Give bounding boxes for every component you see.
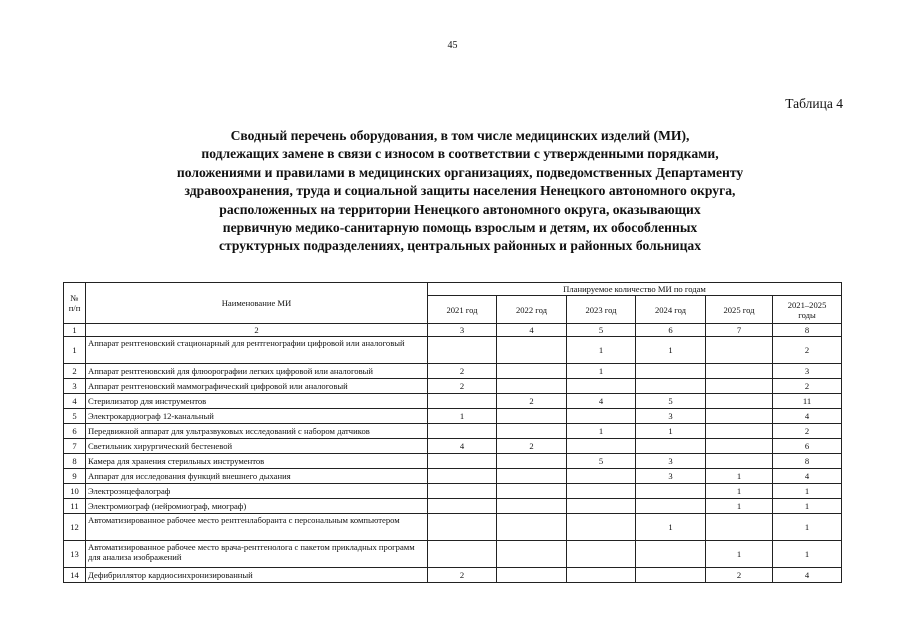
title-line: первичную медико-санитарную помощь взрослым и детям, их обособленных <box>222 220 698 236</box>
equipment-name: Стерилизатор для инструментов <box>86 394 428 409</box>
equipment-name: Аппарат рентгеновский маммографический цифровой или аналоговый <box>86 379 428 394</box>
quantity-2025: 2 <box>706 568 773 583</box>
quantity-2025 <box>706 409 773 424</box>
quantity-2024: 1 <box>636 424 706 439</box>
quantity-2024 <box>636 499 706 514</box>
total-quantity: 11 <box>773 394 842 409</box>
quantity-2023 <box>567 499 636 514</box>
equipment-name: Светильник хирургический бестеневой <box>86 439 428 454</box>
quantity-2025 <box>706 454 773 469</box>
quantity-2023 <box>567 379 636 394</box>
title-line: Сводный перечень оборудования, в том числе медицинских изделий (МИ), <box>230 128 690 143</box>
quantity-2024: 3 <box>636 409 706 424</box>
quantity-2023 <box>567 409 636 424</box>
equipment-name: Электроэнцефалограф <box>86 484 428 499</box>
quantity-2024: 1 <box>636 514 706 541</box>
col-number: 8 <box>773 324 842 337</box>
table-row <box>64 394 842 409</box>
quantity-2024 <box>636 484 706 499</box>
title-line: положениями и правилами в медицинских организациях, подведомственных Департаменту <box>176 164 744 180</box>
table-row <box>64 484 842 499</box>
quantity-2021: 4 <box>428 439 497 454</box>
equipment-name: Передвижной аппарат для ультразвуковых исследований с набором датчиков <box>86 424 428 439</box>
total-quantity: 4 <box>773 568 842 583</box>
quantity-2025 <box>706 424 773 439</box>
quantity-2022 <box>497 364 567 379</box>
quantity-2022 <box>497 541 567 568</box>
title-line: здравоохранения, труда и социальной защиты населения Ненецкого автономного округа, <box>184 183 736 199</box>
row-number: 12 <box>64 514 86 541</box>
row-number: 6 <box>64 424 86 439</box>
quantity-2025 <box>706 379 773 394</box>
quantity-2023 <box>567 484 636 499</box>
quantity-2022 <box>497 454 567 469</box>
total-quantity: 4 <box>773 469 842 484</box>
table-row <box>64 454 842 469</box>
header-number: № п/п <box>64 283 86 324</box>
quantity-2024 <box>636 379 706 394</box>
row-number: 2 <box>64 364 86 379</box>
title-line: расположенных на территории Ненецкого автономного округа, оказывающих <box>219 201 701 217</box>
table-row <box>64 409 842 424</box>
quantity-2022: 2 <box>497 439 567 454</box>
quantity-2025 <box>706 337 773 364</box>
quantity-2021 <box>428 394 497 409</box>
table-row <box>64 541 842 568</box>
header-year-2021: 2021 год <box>428 296 497 324</box>
header-year-2024: 2024 год <box>636 296 706 324</box>
header-year-2025: 2025 год <box>706 296 773 324</box>
col-number: 4 <box>497 324 567 337</box>
header-planned: Планируемое количество МИ по годам <box>428 283 842 296</box>
total-quantity: 4 <box>773 409 842 424</box>
document-title <box>130 127 790 256</box>
col-number: 6 <box>636 324 706 337</box>
quantity-2022 <box>497 469 567 484</box>
quantity-2023 <box>567 568 636 583</box>
quantity-2021 <box>428 514 497 541</box>
equipment-name: Электрокардиограф 12-канальный <box>86 409 428 424</box>
quantity-2021: 2 <box>428 379 497 394</box>
row-number: 13 <box>64 541 86 568</box>
total-quantity: 8 <box>773 454 842 469</box>
quantity-2021 <box>428 541 497 568</box>
header-name: Наименование МИ <box>86 283 428 324</box>
col-number: 3 <box>428 324 497 337</box>
quantity-2021 <box>428 454 497 469</box>
equipment-name: Автоматизированное рабочее место рентгенлаборанта с персональным компьютером <box>86 514 428 541</box>
row-number: 9 <box>64 469 86 484</box>
col-number: 5 <box>567 324 636 337</box>
quantity-2023: 4 <box>567 394 636 409</box>
total-quantity: 1 <box>773 541 842 568</box>
quantity-2023: 1 <box>567 424 636 439</box>
quantity-2021 <box>428 484 497 499</box>
quantity-2023: 5 <box>567 454 636 469</box>
header-year-2022: 2022 год <box>497 296 567 324</box>
quantity-2021: 1 <box>428 409 497 424</box>
table-row <box>64 424 842 439</box>
table-row <box>64 499 842 514</box>
row-number: 7 <box>64 439 86 454</box>
equipment-name: Электромиограф (нейромиограф, миограф) <box>86 499 428 514</box>
equipment-name: Автоматизированное рабочее место врача-рентгенолога с пакетом прикладных программ для анализа изображений <box>86 541 428 568</box>
total-quantity: 2 <box>773 337 842 364</box>
col-number: 2 <box>86 324 428 337</box>
quantity-2025: 1 <box>706 499 773 514</box>
quantity-2022 <box>497 484 567 499</box>
col-number: 1 <box>64 324 86 337</box>
row-number: 10 <box>64 484 86 499</box>
table-row <box>64 337 842 364</box>
quantity-2024: 5 <box>636 394 706 409</box>
total-quantity: 2 <box>773 424 842 439</box>
table-row <box>64 379 842 394</box>
quantity-2023 <box>567 439 636 454</box>
quantity-2024 <box>636 364 706 379</box>
row-number: 4 <box>64 394 86 409</box>
row-number: 3 <box>64 379 86 394</box>
table-row <box>64 439 842 454</box>
quantity-2022 <box>497 337 567 364</box>
row-number: 11 <box>64 499 86 514</box>
table-label: Таблица 4 <box>785 96 843 111</box>
quantity-2024: 3 <box>636 469 706 484</box>
quantity-2025 <box>706 364 773 379</box>
quantity-2022: 2 <box>497 394 567 409</box>
quantity-2024 <box>636 568 706 583</box>
total-quantity: 1 <box>773 514 842 541</box>
quantity-2025: 1 <box>706 541 773 568</box>
equipment-name: Дефибриллятор кардиосинхронизированный <box>86 568 428 583</box>
row-number: 14 <box>64 568 86 583</box>
quantity-2025 <box>706 394 773 409</box>
total-quantity: 2 <box>773 379 842 394</box>
total-quantity: 1 <box>773 499 842 514</box>
quantity-2022 <box>497 499 567 514</box>
quantity-2021: 2 <box>428 568 497 583</box>
quantity-2021 <box>428 337 497 364</box>
quantity-2023 <box>567 514 636 541</box>
title-line: подлежащих замене в связи с износом в соответствии с утвержденными порядками, <box>201 146 719 162</box>
quantity-2023: 1 <box>567 364 636 379</box>
header-year-2023: 2023 год <box>567 296 636 324</box>
total-quantity: 3 <box>773 364 842 379</box>
page-number: 45 <box>447 40 458 51</box>
quantity-2025: 1 <box>706 469 773 484</box>
equipment-name: Аппарат рентгеновский стационарный для рентгенографии цифровой или аналоговый <box>86 337 428 364</box>
row-number: 5 <box>64 409 86 424</box>
quantity-2021: 2 <box>428 364 497 379</box>
quantity-2024: 3 <box>636 454 706 469</box>
title-line: структурных подразделениях, центральных районных и районных больницах <box>218 238 702 254</box>
quantity-2023: 1 <box>567 337 636 364</box>
quantity-2025 <box>706 439 773 454</box>
quantity-2022 <box>497 424 567 439</box>
table-row <box>64 514 842 541</box>
quantity-2024 <box>636 541 706 568</box>
row-number: 8 <box>64 454 86 469</box>
equipment-table <box>63 282 842 583</box>
quantity-2021 <box>428 424 497 439</box>
table-body <box>64 337 842 583</box>
quantity-2022 <box>497 379 567 394</box>
col-number: 7 <box>706 324 773 337</box>
equipment-name: Аппарат для исследования функций внешнего дыхания <box>86 469 428 484</box>
quantity-2022 <box>497 514 567 541</box>
total-quantity: 1 <box>773 484 842 499</box>
quantity-2023 <box>567 541 636 568</box>
quantity-2025 <box>706 514 773 541</box>
quantity-2025: 1 <box>706 484 773 499</box>
table-row <box>64 469 842 484</box>
equipment-name: Камера для хранения стерильных инструментов <box>86 454 428 469</box>
equipment-name: Аппарат рентгеновский для флюорографии легких цифровой или аналоговый <box>86 364 428 379</box>
quantity-2022 <box>497 409 567 424</box>
quantity-2023 <box>567 469 636 484</box>
table-row <box>64 568 842 583</box>
quantity-2021 <box>428 499 497 514</box>
quantity-2024: 1 <box>636 337 706 364</box>
quantity-2021 <box>428 469 497 484</box>
quantity-2022 <box>497 568 567 583</box>
total-quantity: 6 <box>773 439 842 454</box>
row-number: 1 <box>64 337 86 364</box>
header-total: 2021–2025 годы <box>773 296 842 324</box>
quantity-2024 <box>636 439 706 454</box>
table-row <box>64 364 842 379</box>
